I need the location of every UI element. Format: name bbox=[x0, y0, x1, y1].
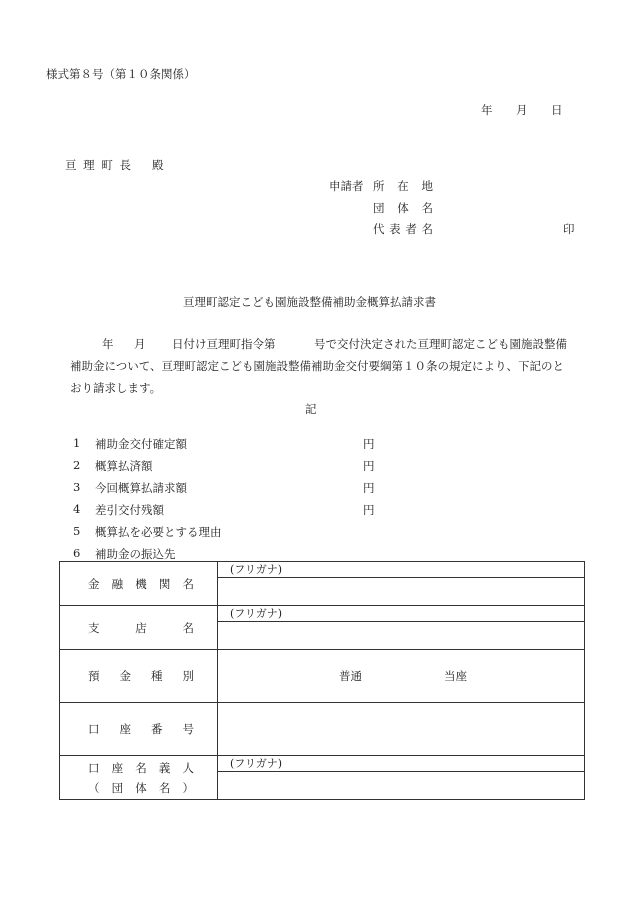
item-unit: 円 bbox=[363, 437, 375, 451]
furigana-label: (フリガナ) bbox=[218, 562, 584, 578]
item-unit: 円 bbox=[363, 481, 375, 495]
item-number: 3 bbox=[73, 480, 81, 494]
account-holder-label: 口 座 名 義 人 （ 団 体 名 ） bbox=[60, 756, 218, 800]
item-label: 補助金交付確定額 bbox=[95, 437, 187, 451]
bank-name-cell[interactable] bbox=[218, 562, 585, 606]
bank-name-label: 金 融 機 関 名 bbox=[60, 562, 218, 606]
document-title: 亘理町認定こども園施設整備補助金概算払請求書 bbox=[183, 295, 436, 309]
item-label: 今回概算払請求額 bbox=[95, 481, 187, 495]
body-line1-rest: 号で交付決定された亘理町認定こども園施設整備 bbox=[314, 337, 567, 351]
item-label: 概算払を必要とする理由 bbox=[95, 525, 222, 539]
item-number: 4 bbox=[73, 502, 81, 516]
ki-heading: 記 bbox=[305, 402, 317, 416]
item-number: 2 bbox=[73, 458, 81, 472]
body-directive-text: 日付け亘理町指令第 bbox=[172, 337, 276, 351]
body-line2: 補助金について、亘理町認定こども園施設整備補助金交付要綱第１０条の規定により、下記のと bbox=[70, 359, 565, 373]
deposit-type-cell[interactable] bbox=[218, 650, 585, 703]
addressee: 亘 理 町 長 bbox=[65, 158, 131, 172]
item-unit: 円 bbox=[363, 459, 375, 473]
item-unit: 円 bbox=[363, 503, 375, 517]
bank-transfer-table bbox=[59, 561, 585, 800]
applicant-label: 申請者 bbox=[329, 179, 364, 193]
addressee-honorific: 殿 bbox=[152, 158, 164, 172]
furigana-label: (フリガナ) bbox=[218, 756, 584, 772]
account-holder-input[interactable] bbox=[218, 772, 584, 799]
branch-input[interactable] bbox=[218, 622, 584, 649]
furigana-label: (フリガナ) bbox=[218, 606, 584, 622]
account-holder-cell[interactable] bbox=[218, 756, 585, 800]
form-number: 様式第８号（第１０条関係） bbox=[46, 67, 196, 81]
deposit-type-checking[interactable]: 当座 bbox=[444, 669, 467, 683]
item-label: 概算払済額 bbox=[95, 459, 153, 473]
item-label: 差引交付残額 bbox=[95, 503, 164, 517]
item-number: 6 bbox=[73, 546, 81, 560]
seal-mark: 印 bbox=[563, 222, 575, 236]
body-line3: おり請求します。 bbox=[70, 381, 162, 395]
deposit-type-label: 預 金 種 別 bbox=[60, 650, 218, 703]
applicant-group-label: 団 体 名 bbox=[373, 201, 433, 215]
body-month-label: 月 bbox=[134, 337, 146, 351]
applicant-address-label: 所 在 地 bbox=[373, 179, 433, 193]
bank-name-input[interactable] bbox=[218, 578, 584, 605]
body-year-label: 年 bbox=[102, 337, 114, 351]
item-label: 補助金の振込先 bbox=[95, 547, 176, 561]
deposit-type-ordinary[interactable]: 普通 bbox=[339, 669, 362, 683]
account-number-label: 口 座 番 号 bbox=[60, 703, 218, 756]
date-year-label: 年 bbox=[481, 103, 493, 117]
applicant-representative-label: 代 表 者 名 bbox=[373, 222, 433, 236]
date-day-label: 日 bbox=[551, 103, 563, 117]
account-number-cell[interactable] bbox=[218, 703, 585, 756]
branch-label: 支 店 名 bbox=[60, 606, 218, 650]
date-month-label: 月 bbox=[516, 103, 528, 117]
branch-cell[interactable] bbox=[218, 606, 585, 650]
item-number: 5 bbox=[73, 524, 81, 538]
item-number: 1 bbox=[73, 436, 81, 450]
